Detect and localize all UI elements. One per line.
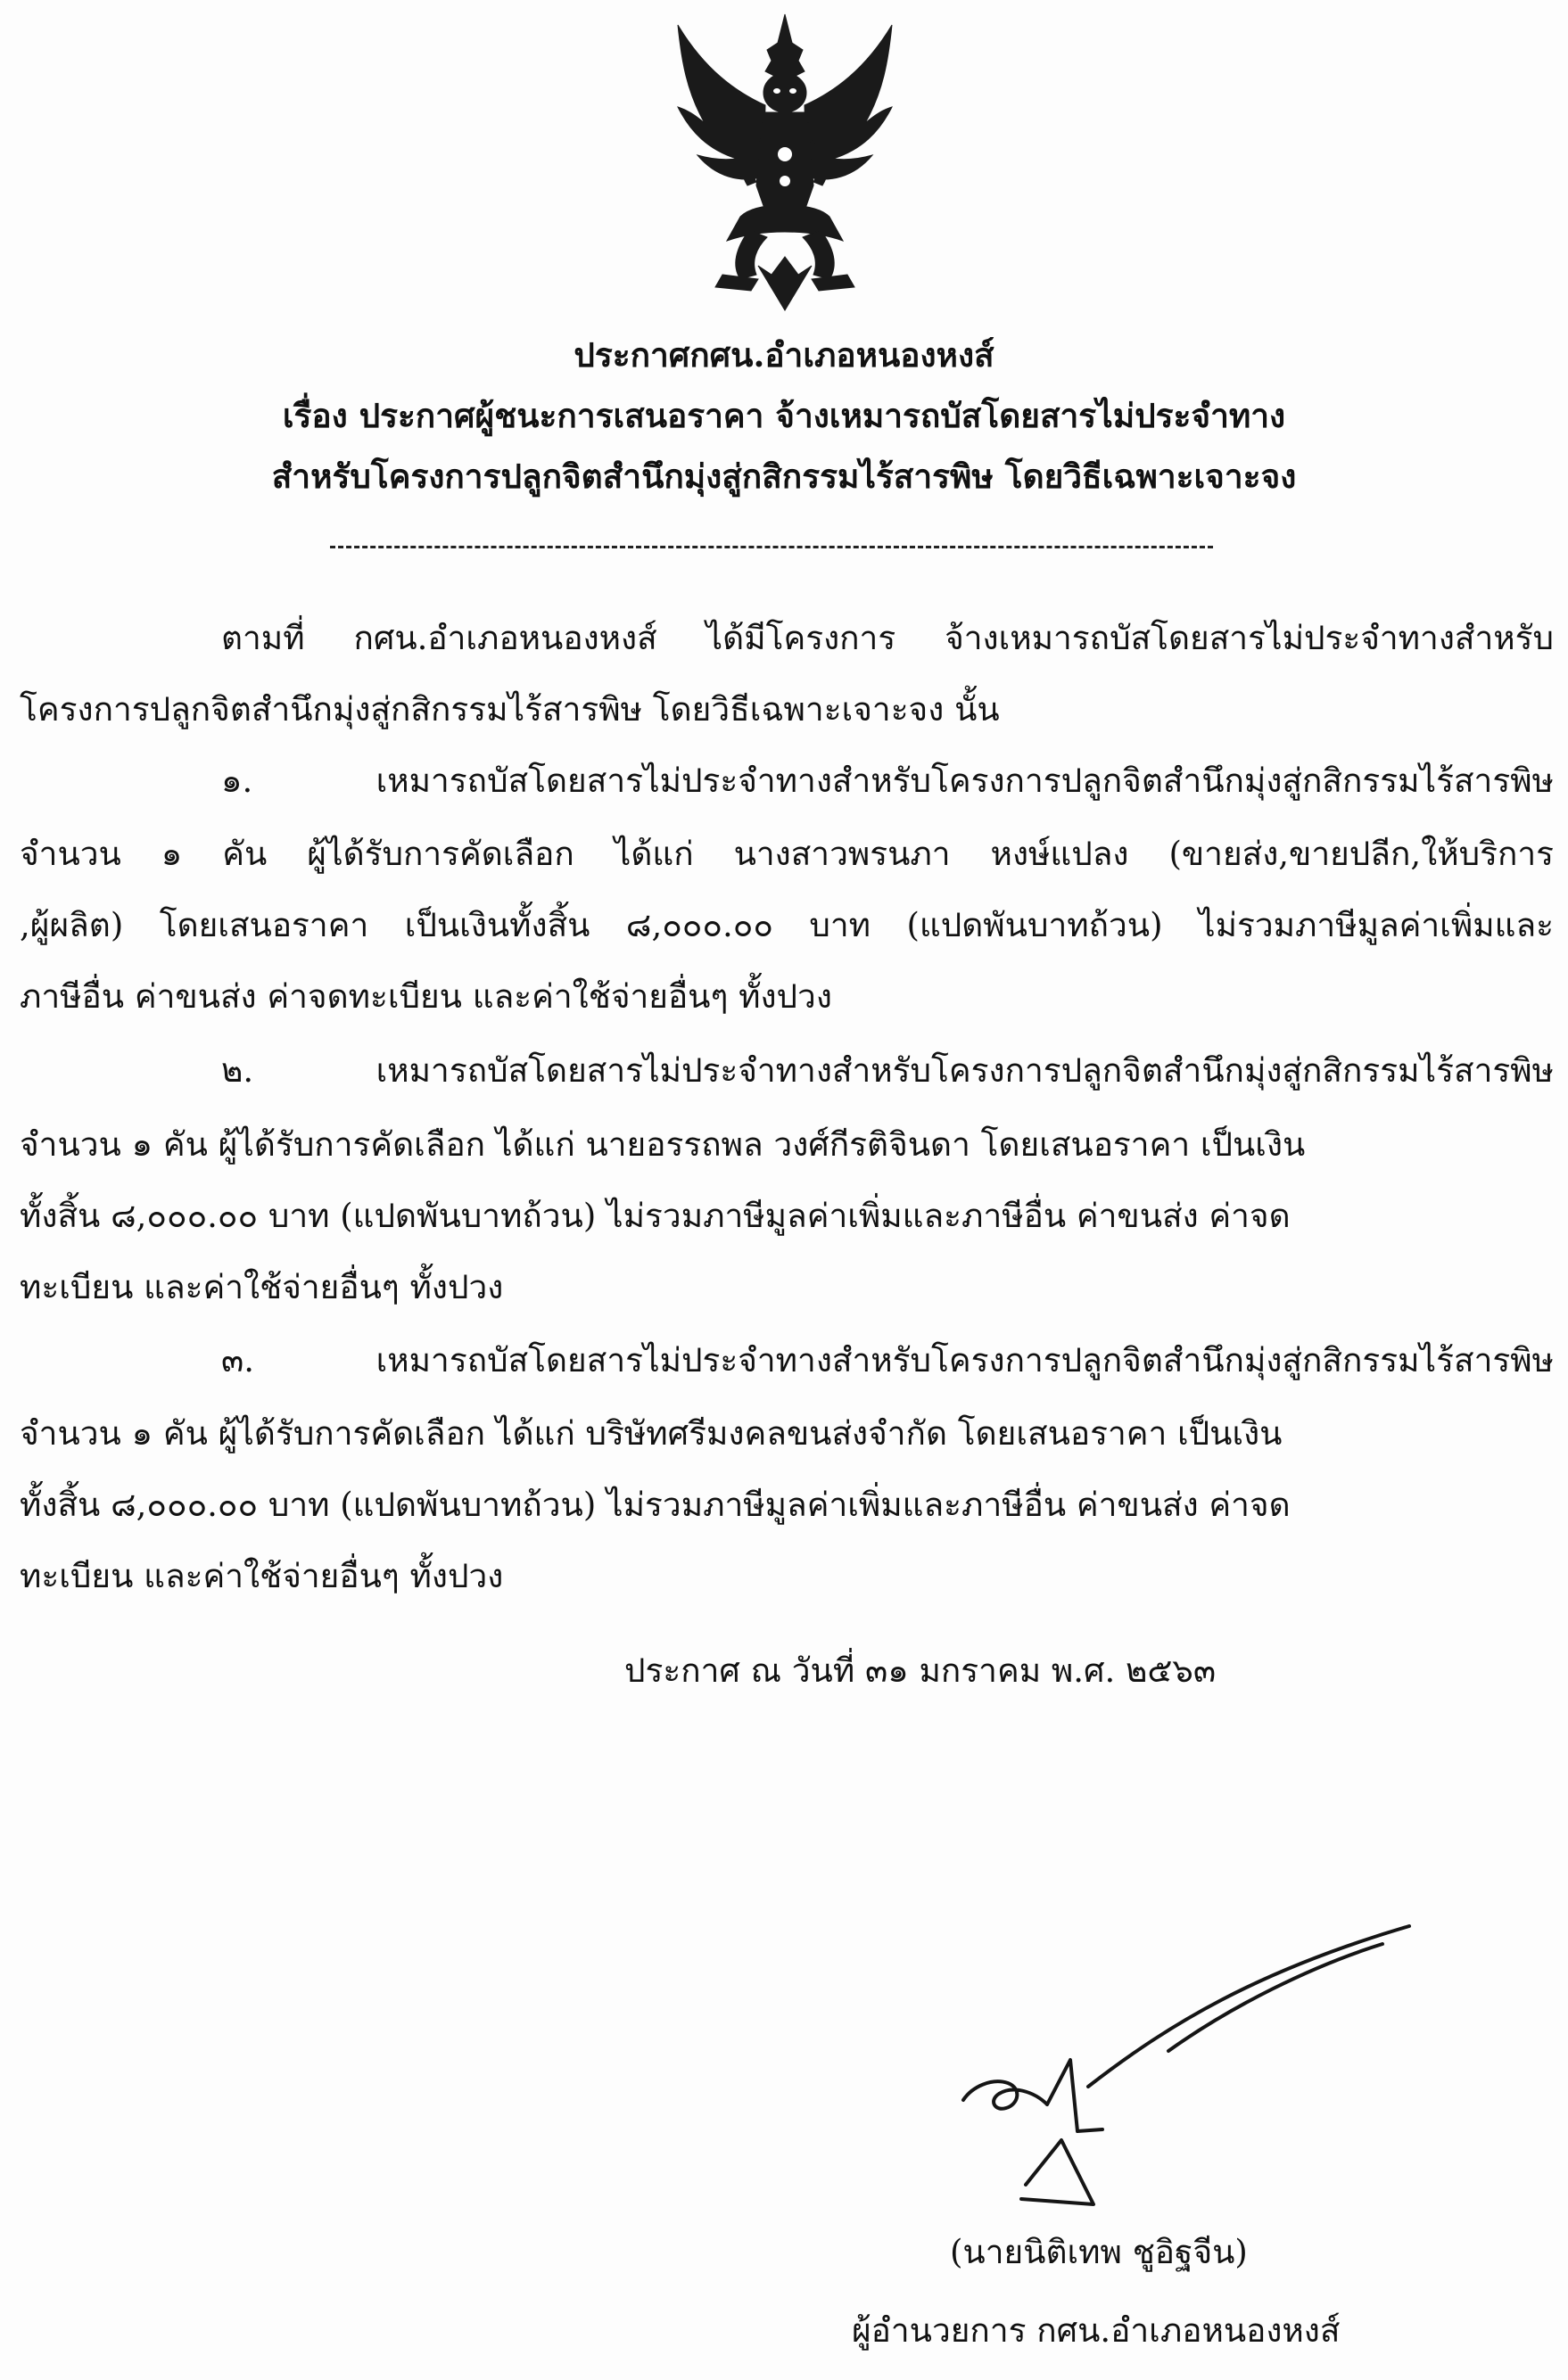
announcement-title: ประกาศกศน.อำเภอหนองหงส์ — [574, 335, 994, 375]
item-2-line: ๒. เหมารถบัสโดยสารไม่ประจำทางสำหรับโครงการปลูกจิตสำนึกมุ่งสู่กสิกรรมไร้สารพิษ — [221, 1051, 1554, 1090]
intro-line: ตามที่ กศน.อำเภอหนองหงส์ ได้มีโครงการ จ้างเหมารถบัสโดยสารไม่ประจำทางสำหรับ — [221, 619, 1554, 657]
announcement-subject: เรื่อง ประกาศผู้ชนะการเสนอราคา จ้างเหมารถบัสโดยสารไม่ประจำทาง — [282, 396, 1286, 435]
item-2-line: จำนวน ๑ คัน ผู้ได้รับการคัดเลือก ได้แก่ นายอรรถพล วงศ์กีรติจินดา โดยเสนอราคา เป็นเงิน — [20, 1125, 1306, 1164]
item-3-line: ๓. เหมารถบัสโดยสารไม่ประจำทางสำหรับโครงการปลูกจิตสำนึกมุ่งสู่กสิกรรมไร้สารพิษ — [221, 1341, 1554, 1379]
item-1-line: ,ผู้ผลิต) โดยเสนอราคา เป็นเงินทั้งสิ้น ๘,๐๐๐.๐๐ บาท (แปดพันบาทถ้วน) ไม่รวมภาษีมูลค่าเพิ่มและ — [20, 906, 1554, 944]
item-1-line: จำนวน ๑ คัน ผู้ได้รับการคัดเลือก ได้แก่ นางสาวพรนภา หงษ์แปลง (ขายส่ง,ขายปลีก,ให้บริการ — [20, 835, 1554, 873]
item-3-line: ทะเบียน และค่าใช้จ่ายอื่นๆ ทั้งปวง — [20, 1557, 504, 1595]
item-3-line: ทั้งสิ้น ๘,๐๐๐.๐๐ บาท (แปดพันบาทถ้วน) ไม่รวมภาษีมูลค่าเพิ่มและภาษีอื่น ค่าขนส่ง ค่าจด — [20, 1486, 1291, 1524]
item-1-line: ภาษีอื่น ค่าขนส่ง ค่าจดทะเบียน และค่าใช้จ่ายอื่นๆ ทั้งปวง — [20, 977, 832, 1016]
announcement-subject-line2: สำหรับโครงการปลูกจิตสำนึกมุ่งสู่กสิกรรมไร้สารพิษ โดยวิธีเฉพาะเจาะจง — [271, 457, 1297, 496]
intro-line: โครงการปลูกจิตสำนึกมุ่งสู่กสิกรรมไร้สารพิษ โดยวิธีเฉพาะเจาะจง นั้น — [20, 690, 1000, 729]
signer-position: ผู้อำนวยการ กศน.อำเภอหนองหงส์ — [852, 2311, 1341, 2350]
item-2-line: ทั้งสิ้น ๘,๐๐๐.๐๐ บาท (แปดพันบาทถ้วน) ไม่รวมภาษีมูลค่าเพิ่มและภาษีอื่น ค่าขนส่ง ค่าจด — [20, 1197, 1291, 1235]
handwritten-signature — [937, 1917, 1436, 2247]
announcement-date: ประกาศ ณ วันที่ ๓๑ มกราคม พ.ศ. ๒๕๖๓ — [624, 1651, 1217, 1690]
heading-divider — [330, 546, 1213, 548]
item-3-line: จำนวน ๑ คัน ผู้ได้รับการคัดเลือก ได้แก่ บริษัทศรีมงคลขนส่งจำกัด โดยเสนอราคา เป็นเงิน — [20, 1414, 1283, 1453]
signer-name: (นายนิติเทพ ชูอิฐจีน) — [950, 2233, 1248, 2271]
item-1-line: ๑. เหมารถบัสโดยสารไม่ประจำทางสำหรับโครงการปลูกจิตสำนึกมุ่งสู่กสิกรรมไร้สารพิษ — [221, 762, 1554, 800]
garuda-emblem-icon — [651, 7, 919, 315]
item-2-line: ทะเบียน และค่าใช้จ่ายอื่นๆ ทั้งปวง — [20, 1268, 504, 1306]
